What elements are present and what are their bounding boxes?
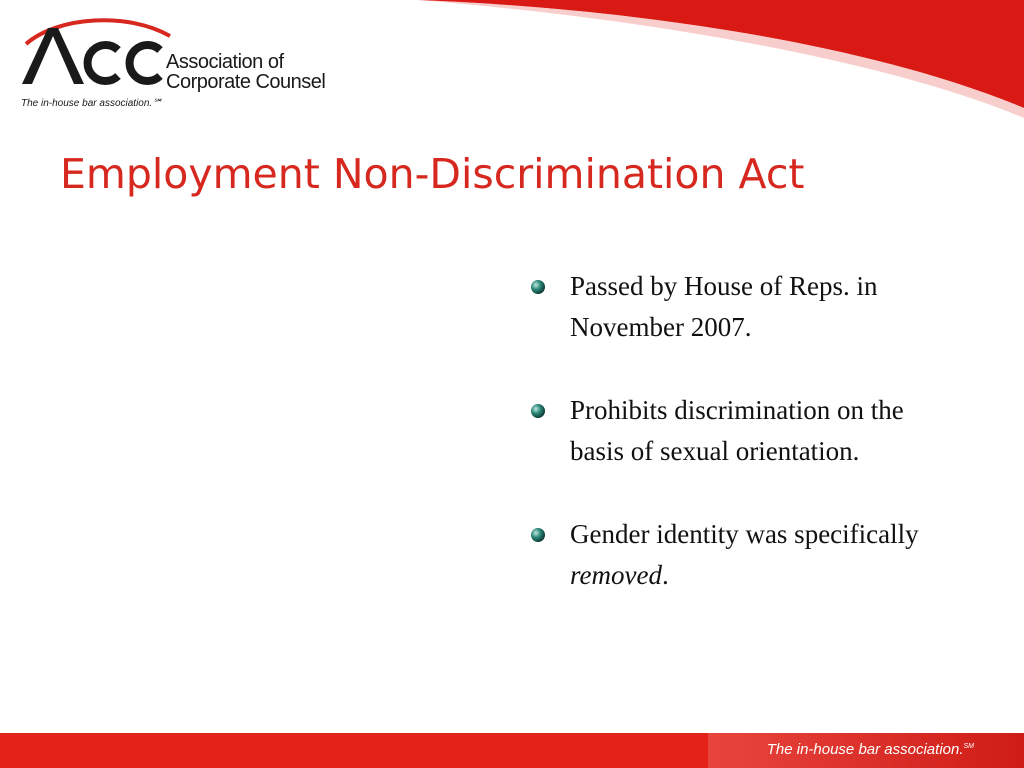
footer-service-mark: SM — [963, 743, 974, 750]
logo-name-line-2: Corporate Counsel — [166, 71, 326, 93]
acc-logo — [18, 14, 348, 114]
bullet-text: Passed by House of Reps. in November 2007. — [570, 271, 878, 342]
bullet-item — [530, 266, 930, 348]
logo-tagline: The in-house bar association.℠ — [21, 98, 163, 109]
footer-band-accent — [708, 733, 1024, 768]
slide-title: Employment Non-Discrimination Act — [60, 150, 805, 198]
bullet-text: Prohibits discrimination on the basis of sexual orientation. — [570, 395, 904, 466]
logo-name-line-1: Association of — [166, 51, 284, 73]
bullet-item — [530, 390, 930, 472]
bullet-sphere-icon — [530, 279, 546, 295]
bullet-emphasis: removed — [570, 560, 662, 590]
bullet-sphere-icon — [530, 527, 546, 543]
bullet-sphere-icon — [530, 403, 546, 419]
bullet-item — [530, 514, 930, 596]
bullet-text-part: . — [661, 560, 669, 590]
bullet-text — [570, 519, 919, 590]
bullet-list — [530, 266, 930, 638]
bullet-text-part: Gender identity was specifically — [570, 519, 919, 549]
footer-band — [0, 733, 1024, 768]
acc-logo-mark — [18, 14, 178, 94]
logo-organization-name — [166, 52, 325, 92]
footer-tagline-text: The in-house bar association. — [766, 741, 964, 758]
footer-tagline — [767, 741, 974, 758]
